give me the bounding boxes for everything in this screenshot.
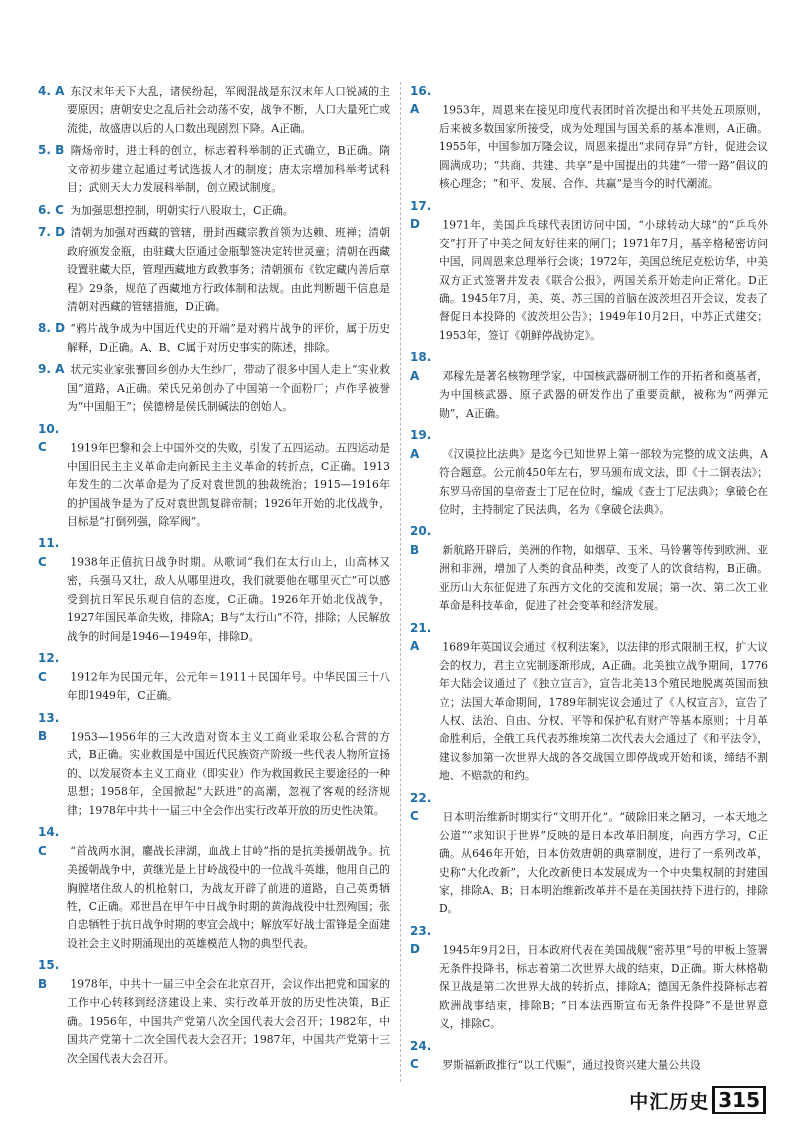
- answer-item: [38, 141, 390, 197]
- answer-text: 日本明治维新时期实行“文明开化”。“破除旧来之陋习，一本天地之公道”“求知识于世界”反映的是日本改革旧制度，向西方学习，C正确。从646年开始，日本仿效唐朝的典章制度，进行了一系列改革，史称“大化改新”，大化改新使日本发展成为一个中央集权制的封建国家，排除A、B；日本明治维新改革并不是在美国扶持下进行的，排除D。: [439, 810, 768, 916]
- answer-item: [38, 709, 390, 821]
- answer-number: 22. C: [410, 790, 432, 824]
- answer-text: 1953—1956年的三大改造对资本主义工商业采取公私合营的方式，B正确。实业救国是中国近代民族资产阶级一些代表人物所宣扬的、以发展资本主义工商业（即实业）作为救国救民主要途径的一种思想；1958年，全国掀起“大跃进”的高潮，忽视了客观的经济规律；1978年中共十一届三中全会作出实行改革开放的历史性决策。: [67, 729, 390, 817]
- answer-item: [38, 823, 390, 953]
- answer-text: 1971年，美国乒乓球代表团访问中国，“小球转动大球”的“乒乓外交”打开了中美之间友好往来的闸门；1971年7月，基辛格秘密访问中国，同周恩来总理举行会谈；1972年，美国总统尼克松访华，中美双方正式签署并发表《联合公报》，两国关系开始走向正常化。D正确。1945年7月，美、英、苏三国的首脑在波茨坦召开会议，发表了督促日本投降的《波茨坦公告》；1949年10月2日，中苏正式建交；1953年，签订《朝鲜停战协定》。: [439, 218, 768, 342]
- page-number: 315: [712, 1086, 766, 1114]
- answer-text: 新航路开辟后，美洲的作物，如烟草、玉米、马铃薯等传到欧洲、亚洲和非洲，增加了人类的食品种类，改变了人的饮食结构，B正确。亚历山大东征促进了东西方文化的交流和发展；第一次、第二次工业革命是科技革命，促进了社会变革和经济发展。: [439, 543, 768, 613]
- right-column: [410, 82, 768, 1078]
- answer-number: 23. D: [410, 923, 432, 957]
- answer-text: 东汉末年天下大乱，诸侯纷起，军阀混战是东汉末年人口锐减的主要原因；唐朝安史之乱后社会动荡不安，战争不断，人口大量死亡或流徙，故盛唐以后的人口数出现剧烈下降。A正确。: [67, 85, 390, 135]
- answer-number: 24. C: [410, 1038, 432, 1072]
- answer-text: 罗斯福新政推行“以工代赈”，通过投资兴建大量公共设: [442, 1058, 701, 1072]
- answer-number: 6. C: [38, 202, 64, 217]
- answer-item: [38, 82, 390, 138]
- answer-text: 为加强思想控制，明朝实行八股取士，C正确。: [70, 203, 294, 217]
- left-column: [38, 82, 390, 1071]
- answer-text: “鸦片战争成为中国近代史的开端”是对鸦片战争的评价，属于历史解释，D正确。A、B、C属于对历史事实的陈述，排除。: [67, 322, 390, 354]
- answer-item: [410, 348, 768, 423]
- answer-item: [38, 420, 390, 532]
- answer-text: 《汉谟拉比法典》是迄今已知世界上第一部较为完整的成文法典，A符合题意。公元前450年左右，罗马颁布成文法，即《十二铜表法》；东罗马帝国的皇帝查士丁尼在位时，编成《查士丁尼法典》；拿破仑在位时，主持制定了民法典，名为《拿破仑法典》。: [439, 447, 768, 516]
- answer-number: 17. D: [410, 198, 432, 232]
- answer-item: [410, 426, 768, 519]
- answer-number: 4. A: [38, 84, 65, 98]
- answer-number: 8. D: [38, 321, 66, 336]
- answer-item: [410, 522, 768, 615]
- answer-item: [38, 223, 390, 316]
- answer-text: 邓稼先是著名核物理学家，中国核武器研制工作的开拓者和奠基者，为中国核武器、原子武器的研发作出了重要贡献，被称为“两弹元勋”，A正确。: [439, 369, 768, 420]
- answer-number: 21. A: [410, 620, 432, 654]
- answer-number: 16. A: [410, 84, 432, 117]
- answer-number: 14. C: [38, 825, 60, 858]
- answer-number: 12. C: [38, 651, 60, 684]
- answer-item: [38, 956, 390, 1068]
- answer-item: [38, 360, 390, 416]
- answer-number: 10. C: [38, 421, 60, 455]
- answer-text: 清朝为加强对西藏的管辖，册封西藏宗教首领为达赖、班禅；清朝政府颁发金瓶，由驻藏大臣通过金瓶掣签决定转世灵童；清朝在西藏设置驻藏大臣，管理西藏地方政教事务；清朝颁布《钦定藏内善后章程》29条，规范了西藏地方行政体制和法规。由此判断题干信息是清朝对西藏的管辖措施，D正确。: [67, 226, 390, 313]
- answer-number: 7. D: [38, 225, 66, 240]
- answer-item: [410, 922, 768, 1034]
- answer-number: 11. C: [38, 536, 60, 569]
- answer-item: [410, 82, 768, 194]
- answer-number: 15. B: [38, 958, 60, 991]
- answer-number: 19. A: [410, 428, 432, 461]
- answer-number: 20. B: [410, 524, 432, 557]
- answer-item: [410, 197, 768, 346]
- book-title: 中汇历史: [629, 1090, 710, 1113]
- answer-number: 18. A: [410, 350, 432, 383]
- answer-number: 5. B: [38, 143, 65, 158]
- answer-text: 1938年正值抗日战争时期。从歌词“我们在太行山上，山高林又密，兵强马又壮，敌人从哪里进攻，我们就要他在哪里灭亡”可以感受到抗日军民乐观自信的态度，C正确。1926年开始北伐战争，1927年国民革命失败，排除A；B与“太行山”不符，排除；人民解放战争的时间是1946—1949年，排除D。: [67, 555, 390, 643]
- answer-text: 1689年英国议会通过《权利法案》，以法律的形式限制王权，扩大议会的权力，君主立宪制逐渐形成，A正确。北美独立战争期间，1776年大陆会议通过了《独立宣言》，宣告北美13个殖民地脱离英国而独立；法国大革命期间，1789年制宪议会通过了《人权宣言》，宣告了人权、法治、自由、分权、平等和保护私有财产等基本原则；十月革命胜利后，全俄工兵代表苏维埃第二次代表大会通过了《和平法令》，建议参加第一次世界大战的各交战国立即停战或开始和谈，缔结不割地、不赔款的和约。: [439, 640, 768, 783]
- answer-item: [410, 789, 768, 919]
- answer-item: [410, 1037, 768, 1075]
- column-divider: [400, 82, 401, 1082]
- page-footer: [629, 1086, 766, 1114]
- answer-text: 1919年巴黎和会上中国外交的失败，引发了五四运动。五四运动是中国旧民主主义革命走向新民主主义革命的转折点，C正确。1913年发生的二次革命是为了反对袁世凯的独裁统治；1915—1916年的护国战争是为了反对袁世凯复辟帝制；1926年开始的北伐战争，目标是“打倒列强，除军阀”。: [67, 441, 390, 528]
- answer-text: “首战两水洞，鏖战长津湖，血战上甘岭”指的是抗美援朝战争。抗美援朝战争中，黄继光是上甘岭战役中的一位战斗英雄，他用自己的胸膛堵住敌人的机枪射口，为战友开辟了前进的道路，自己英勇牺牲，C正确。邓世昌在甲午中日战争时期的黄海战役中壮烈殉国；张自忠牺牲于抗日战争时期的枣宜会战中；解放军好战士雷锋是全面建设社会主义时期涌现出的英雄模范人物的典型代表。: [67, 844, 390, 950]
- answer-text: 1945年9月2日，日本政府代表在美国战舰“密苏里”号的甲板上签署无条件投降书，标志着第二次世界大战的结束，D正确。斯大林格勒保卫战是第二次世界大战的转折点，排除A；德国无条件投降标志着欧洲战事结束，排除B；“日本法西斯宣布无条件投降”不是世界意义，排除C。: [439, 943, 768, 1031]
- answer-item: [38, 201, 390, 220]
- answer-item: [410, 619, 768, 786]
- answer-text: 1953年，周恩来在接见印度代表团时首次提出和平共处五项原则，后来被多数国家所接受，成为处理国与国关系的基本准则，A正确。1955年，中国参加万隆会议，周恩来提出“求同存异”方针，促进会议圆满成功；“共商、共建、共享”是中国提出的共建“一带一路”倡议的核心理念；“和平、发展、合作、共赢”是当今的时代潮流。: [439, 103, 768, 191]
- answer-item: [38, 319, 390, 357]
- answer-number: 13. B: [38, 710, 60, 743]
- answer-text: 1912年为民国元年，公元年＝1911＋民国年号。中华民国三十八年即1949年，C正确。: [67, 670, 390, 703]
- answer-text: 1978年，中共十一届三中全会在北京召开，会议作出把党和国家的工作中心转移到经济建设上来、实行改革开放的历史性决策，B正确。1956年，中国共产党第八次全国代表大会召开；1982年，中国共产党第十二次全国代表大会召开；1987年，中国共产党第十三次全国代表大会召开。: [67, 977, 390, 1065]
- answer-number: 9. A: [38, 362, 65, 377]
- answer-text: 隋炀帝时，进士科的创立，标志着科举制的正式确立，B正确。隋文帝初步建立起通过考试选拔人才的制度；唐太宗增加科举考试科目；武则天大力发展科举制，创立殿试制度。: [67, 144, 390, 195]
- answer-item: [38, 534, 390, 646]
- answer-item: [38, 649, 390, 705]
- answer-text: 状元实业家张謇回乡创办大生纱厂，带动了很多中国人走上“实业救国”道路，A正确。荣氏兄弟创办了中国第一个面粉厂；卢作孚被誉为“中国船王”；侯德榜是侯氏制碱法的创始人。: [67, 363, 390, 414]
